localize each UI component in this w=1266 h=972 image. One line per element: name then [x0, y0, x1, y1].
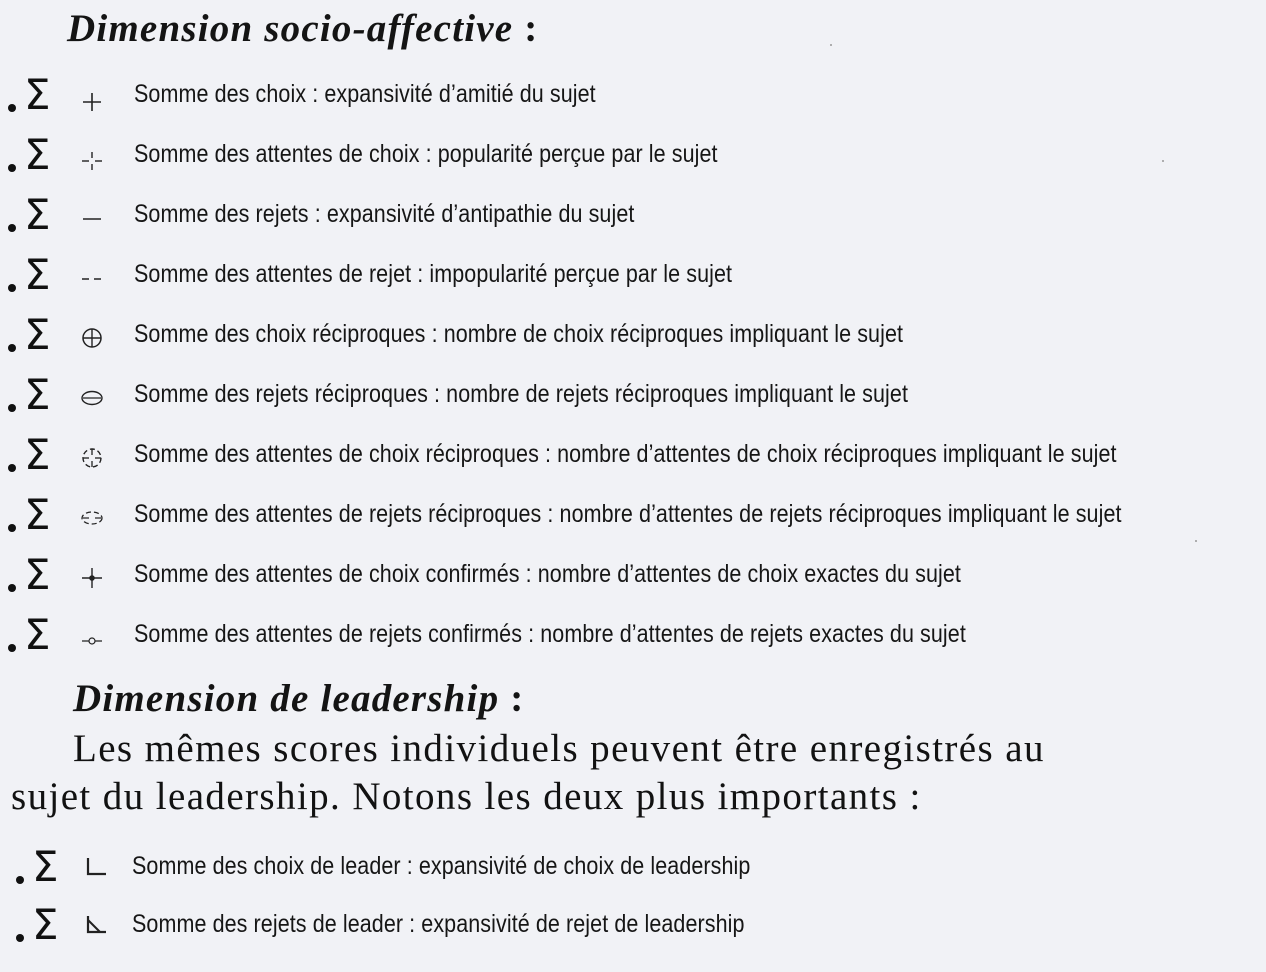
- bullet-dot: [8, 524, 16, 532]
- socio-affective-heading-colon: :: [513, 7, 539, 50]
- bullet-dot: [16, 876, 24, 884]
- list-item-text: Somme des rejets réciproques : nombre de rejets réciproques impliquant le sujet: [134, 380, 909, 408]
- list-item-text: Somme des choix réciproques : nombre de choix réciproques impliquant le sujet: [134, 320, 904, 348]
- list-item: [0, 70, 1266, 142]
- leadership-paragraph-line-2: sujet du leadership. Notons les deux plus importants :: [11, 775, 922, 818]
- bullet-dot: [8, 164, 16, 172]
- list-item-text: Somme des choix de leader : expansivité de choix de leadership: [132, 852, 751, 880]
- bullet-dot: [8, 344, 16, 352]
- bullet-dot: [8, 644, 16, 652]
- bullet-dot: [8, 584, 16, 592]
- minus-icon: [74, 204, 110, 234]
- list-item: [0, 900, 1266, 972]
- scan-speck: [1195, 540, 1197, 542]
- sigma-symbol: Σ: [24, 250, 51, 299]
- bullet-dot: [8, 464, 16, 472]
- bullet-dot: [8, 284, 16, 292]
- socio-affective-heading: [67, 6, 538, 51]
- dashed-circled-minus-icon: [74, 504, 110, 534]
- dashed-minus-icon: [74, 264, 110, 294]
- sigma-symbol: Σ: [24, 310, 51, 359]
- dashed-circled-plus-icon: [74, 444, 110, 474]
- list-item-text: Somme des attentes de rejet : impopularité perçue par le sujet: [134, 260, 733, 288]
- sigma-symbol: Σ: [24, 550, 51, 599]
- list-item: [0, 610, 1266, 682]
- plus-icon: [74, 84, 110, 114]
- list-item: [0, 370, 1266, 442]
- leader-l-icon: [76, 856, 112, 886]
- list-item: [0, 310, 1266, 382]
- leader-l-crossed-icon: [76, 914, 112, 944]
- list-item: [0, 550, 1266, 622]
- list-item-text: Somme des attentes de choix confirmés : nombre d’attentes de choix exactes du sujet: [134, 560, 961, 588]
- leadership-heading-text: Dimension de leadership: [73, 677, 500, 720]
- scan-speck: [1162, 160, 1164, 162]
- list-item-text: Somme des rejets : expansivité d’antipathie du sujet: [134, 200, 635, 228]
- list-item-text: Somme des rejets de leader : expansivité de rejet de leadership: [132, 910, 745, 938]
- list-item-text: Somme des attentes de rejets réciproques : nombre d’attentes de rejets réciproques impliquant le sujet: [134, 500, 1122, 528]
- bullet-dot: [8, 404, 16, 412]
- list-item-text: Somme des attentes de rejets confirmés : nombre d’attentes de rejets exactes du sujet: [134, 620, 966, 648]
- plus-with-dot-icon: [74, 564, 110, 594]
- bullet-dot: [8, 104, 16, 112]
- dashed-plus-icon: [74, 144, 110, 174]
- bullet-dot: [8, 224, 16, 232]
- minus-with-circle-icon: [74, 624, 110, 654]
- sigma-symbol: Σ: [24, 610, 51, 659]
- list-item-text: Somme des choix : expansivité d’amitié du sujet: [134, 80, 596, 108]
- list-item: [0, 130, 1266, 202]
- sigma-symbol: Σ: [24, 430, 51, 479]
- sigma-symbol: Σ: [32, 900, 59, 949]
- list-item: [0, 490, 1266, 562]
- list-item: [0, 430, 1266, 502]
- socio-affective-heading-text: Dimension socio-affective: [67, 7, 514, 50]
- sigma-symbol: Σ: [24, 370, 51, 419]
- sigma-symbol: Σ: [24, 70, 51, 119]
- circled-plus-icon: [74, 324, 110, 354]
- circled-minus-icon: [74, 384, 110, 414]
- leadership-heading-colon: :: [499, 677, 525, 720]
- leadership-paragraph-line-1: Les mêmes scores individuels peuvent être enregistrés au: [73, 727, 1045, 770]
- sigma-symbol: Σ: [24, 130, 51, 179]
- list-item: [0, 842, 1266, 914]
- scan-speck: [830, 44, 832, 46]
- sigma-symbol: Σ: [24, 190, 51, 239]
- leadership-heading: [73, 676, 524, 721]
- sigma-symbol: Σ: [24, 490, 51, 539]
- list-item-text: Somme des attentes de choix réciproques : nombre d’attentes de choix réciproques impliquant le sujet: [134, 440, 1117, 468]
- list-item-text: Somme des attentes de choix : popularité perçue par le sujet: [134, 140, 718, 168]
- sigma-symbol: Σ: [32, 842, 59, 891]
- list-item: [0, 250, 1266, 322]
- bullet-dot: [16, 934, 24, 942]
- list-item: [0, 190, 1266, 262]
